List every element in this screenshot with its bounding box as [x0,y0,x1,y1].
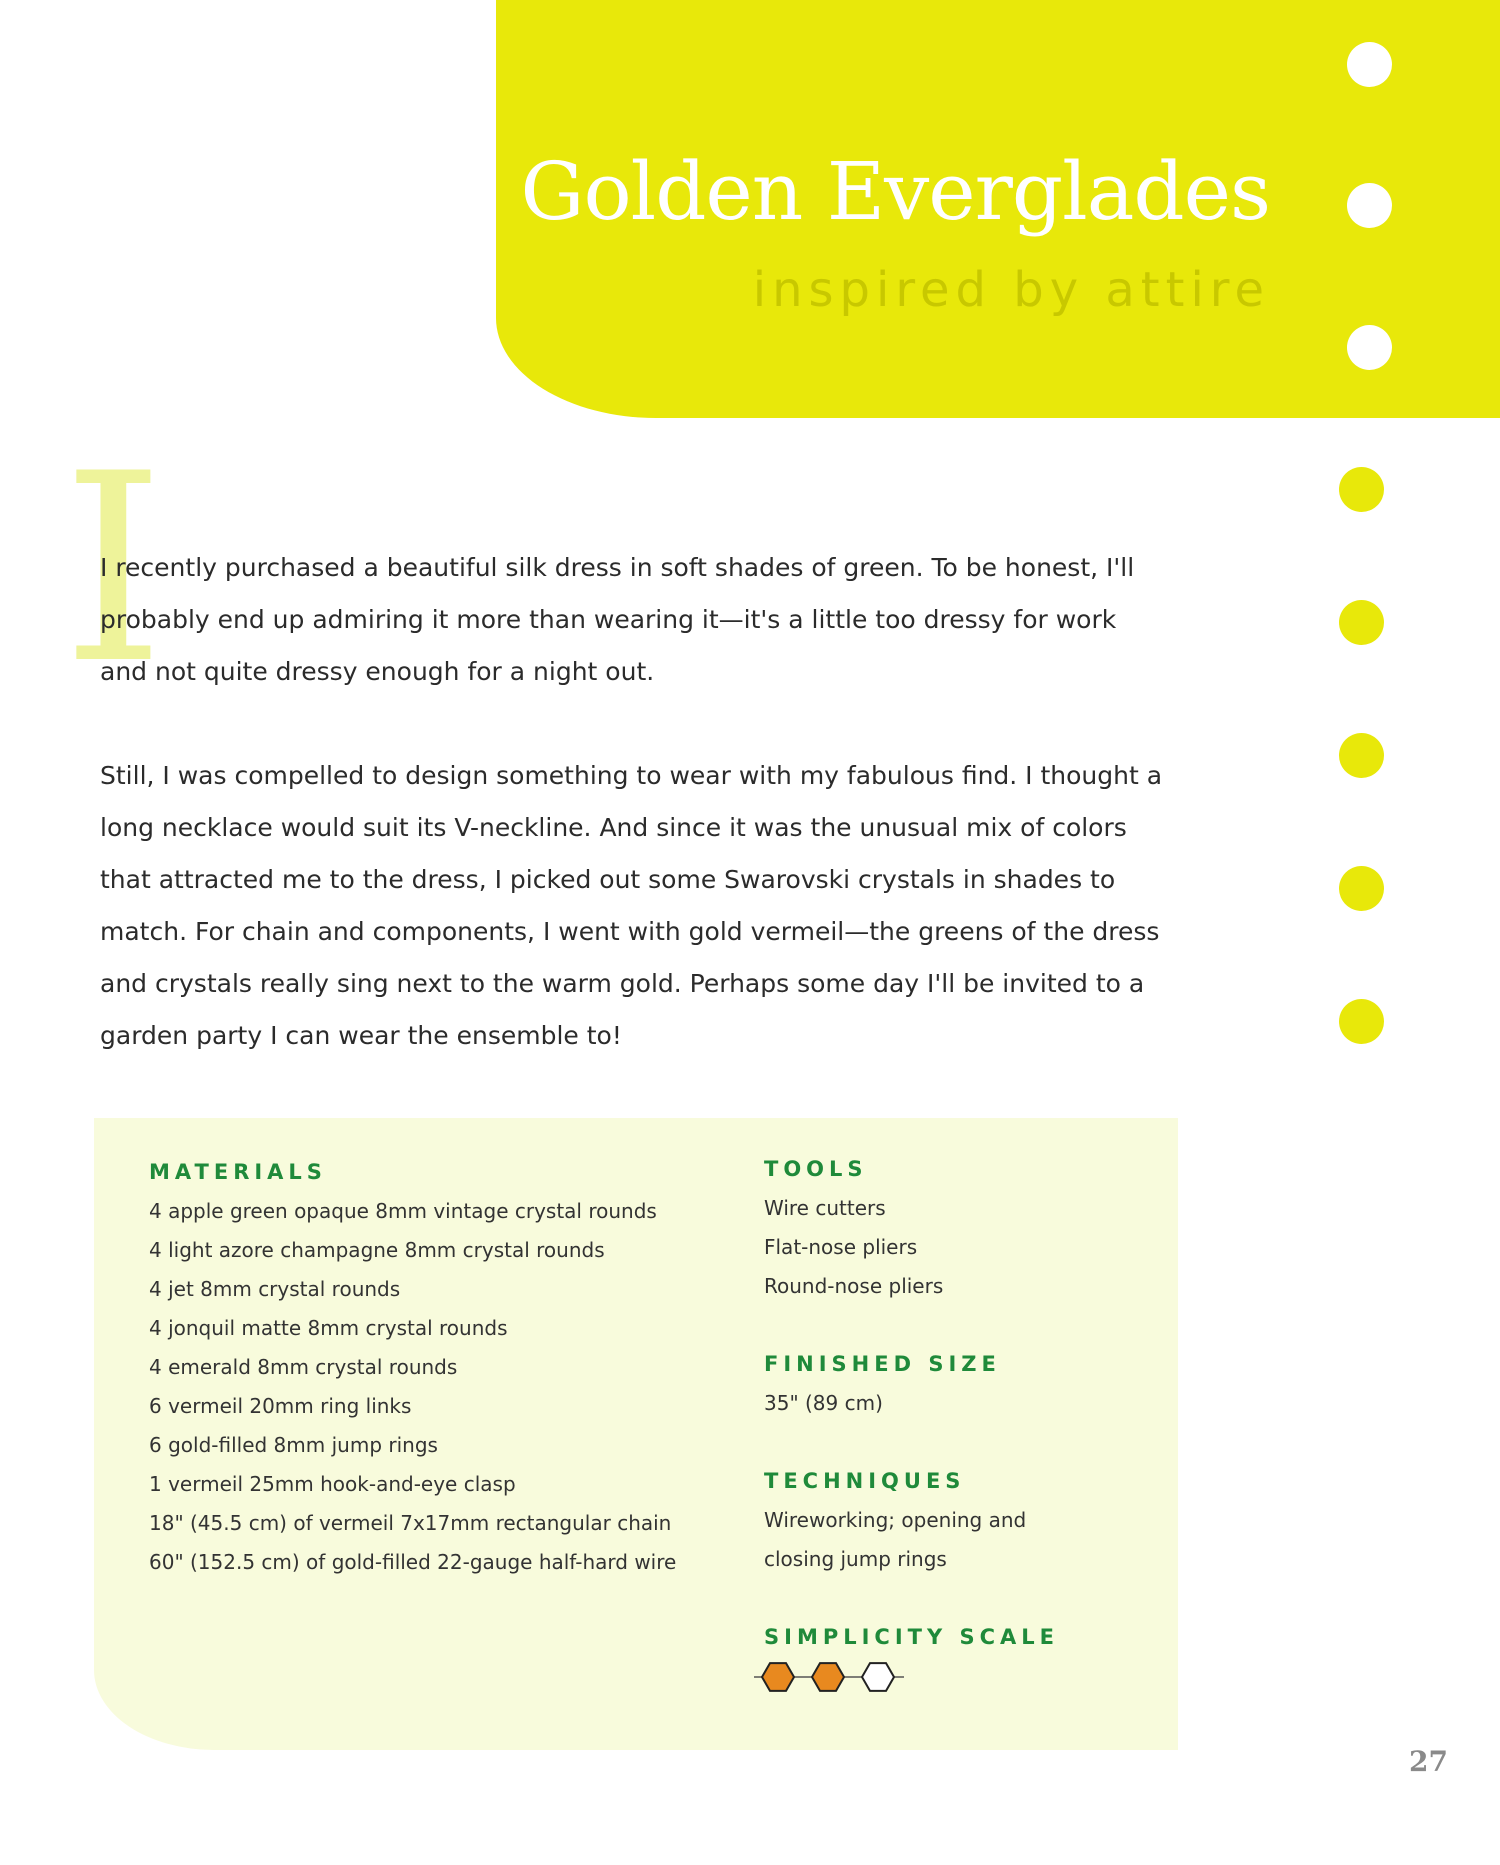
materials-heading: MATERIALS [149,1160,327,1184]
hexagon-filled [812,1663,844,1691]
page-number: 27 [1409,1745,1448,1778]
hexagon-empty [862,1663,894,1691]
list-item: Wire cutters [764,1196,886,1220]
list-item: 4 emerald 8mm crystal rounds [149,1355,458,1379]
decorative-dot [1339,733,1384,778]
list-item: 4 jonquil matte 8mm crystal rounds [149,1316,508,1340]
simplicity-scale-rating [754,1658,914,1696]
list-item: 18" (45.5 cm) of vermeil 7x17mm rectangular chain [149,1511,672,1535]
hexagon-filled [762,1663,794,1691]
finished-size-heading: FINISHED SIZE [764,1352,1001,1376]
list-item: 1 vermeil 25mm hook-and-eye clasp [149,1472,516,1496]
techniques-list [764,1501,1026,1579]
list-item: 4 apple green opaque 8mm vintage crystal rounds [149,1199,657,1223]
decorative-dot [1339,999,1384,1044]
page-title: Golden Everglades [520,145,1270,238]
list-item: Flat-nose pliers [764,1235,918,1259]
intro-paragraph: Still, I was compelled to design something to wear with my fabulous find. I thought a long necklace would suit its V-neckline. And since it was the unusual mix of colors that attracted me to the dress, I picked out some Swarovski crystals in shades to match. For chain and components, I went with gold vermeil—the greens of the dress and crystals really sing next to the warm gold. Perhaps some day I'll be invited to a garden party I can wear the ensemble to! [100,761,1163,1050]
list-item: 4 jet 8mm crystal rounds [149,1277,401,1301]
list-item: 6 vermeil 20mm ring links [149,1394,412,1418]
intro-text [100,542,1170,1062]
list-item: 6 gold-filled 8mm jump rings [149,1433,438,1457]
page-subtitle: inspired by attire [752,262,1270,318]
materials-list [149,1192,676,1582]
simplicity-scale-heading: SIMPLICITY SCALE [764,1625,1060,1649]
list-item: Round-nose pliers [764,1274,944,1298]
finished-size-list [764,1384,883,1423]
drop-cap: I [62,419,165,721]
decorative-dot [1347,183,1392,228]
tools-heading: TOOLS [764,1157,868,1181]
decorative-dot [1339,600,1384,645]
finished-size-value: 35" (89 cm) [764,1391,883,1415]
techniques-line: Wireworking; opening and [764,1508,1027,1532]
techniques-line: closing jump rings [764,1547,947,1571]
decorative-dot [1339,866,1384,911]
techniques-heading: TECHNIQUES [764,1469,966,1493]
decorative-dot [1339,467,1384,512]
decorative-dot [1347,325,1392,370]
list-item: 60" (152.5 cm) of gold-filled 22-gauge half-hard wire [149,1550,677,1574]
decorative-dot [1347,42,1392,87]
list-item: 4 light azore champagne 8mm crystal rounds [149,1238,605,1262]
tools-list [764,1189,943,1306]
intro-paragraph: I recently purchased a beautiful silk dress in soft shades of green. To be honest, I'll probably end up admiring it more than wearing it—it's a little too dressy for work and not quite dressy enough for a night out. [100,553,1135,686]
